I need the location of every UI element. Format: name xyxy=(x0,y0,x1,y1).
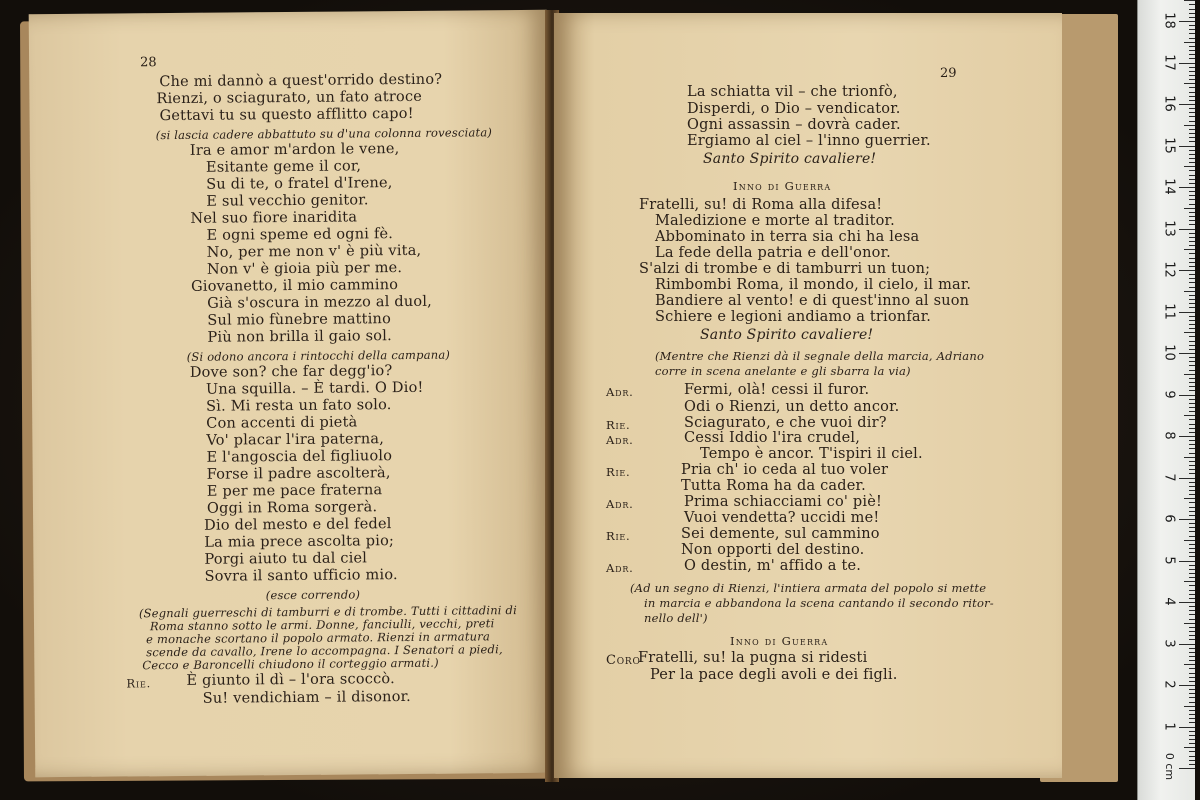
ruler-tick xyxy=(1189,469,1195,470)
ruler-tick xyxy=(1189,631,1195,632)
ruler-number: 2 xyxy=(1161,680,1177,689)
ruler-tick xyxy=(1189,751,1195,752)
ruler-tick xyxy=(1189,46,1195,47)
ruler-tick xyxy=(1189,67,1195,68)
ruler-tick xyxy=(1184,457,1195,458)
ruler-tick xyxy=(1189,17,1195,18)
ruler-tick xyxy=(1189,702,1195,703)
ruler-tick xyxy=(1189,370,1195,371)
right-page xyxy=(554,13,1062,778)
ruler-tick xyxy=(1189,195,1195,196)
ruler-tick xyxy=(1189,141,1195,142)
ruler-tick xyxy=(1189,253,1195,254)
ruler-tick xyxy=(1189,515,1195,516)
verse-line: Fratelli, su! la pugna si ridesti xyxy=(638,650,868,666)
ruler-tick xyxy=(1189,573,1195,574)
ruler-tick xyxy=(1189,494,1195,495)
ruler-tick xyxy=(1189,121,1195,122)
ruler-tick xyxy=(1189,536,1195,537)
ruler-tick xyxy=(1189,590,1195,591)
ruler-tick xyxy=(1189,365,1195,366)
ruler-tick xyxy=(1189,183,1195,184)
ruler-number: 4 xyxy=(1161,597,1177,606)
verse-line: Sul mio fùnebre mattino xyxy=(207,311,392,329)
ruler-tick xyxy=(1184,83,1195,84)
verse-line: E sul vecchio genitor. xyxy=(206,192,369,210)
ruler-tick xyxy=(1189,245,1195,246)
ruler-tick xyxy=(1189,224,1195,225)
verse-line: Abbominato in terra sia chi ha lesa xyxy=(655,229,920,245)
ruler-tick xyxy=(1189,25,1195,26)
ruler-tick xyxy=(1179,353,1195,354)
ruler-tick xyxy=(1189,527,1195,528)
ruler-number: 14 xyxy=(1161,178,1177,195)
verse-line: Una squilla. – È tardi. O Dio! xyxy=(205,379,424,398)
ruler-tick xyxy=(1179,104,1195,105)
ruler-tick xyxy=(1179,436,1195,437)
ruler-tick xyxy=(1189,324,1195,325)
ruler-tick xyxy=(1189,390,1195,391)
speaker-label: Rie. xyxy=(606,529,631,543)
ruler-tick xyxy=(1184,42,1195,43)
ruler-number: 5 xyxy=(1161,555,1177,565)
verse-line: Già s'oscura in mezzo al duol, xyxy=(207,293,433,312)
ruler-tick xyxy=(1189,544,1195,545)
ruler-tick xyxy=(1179,312,1195,313)
ruler-tick xyxy=(1189,87,1195,88)
ruler-tick xyxy=(1189,38,1195,39)
verse-line: Rimbombi Roma, il mondo, il cielo, il mar. xyxy=(655,277,972,293)
ruler-tick xyxy=(1189,54,1195,55)
ruler-number: 7 xyxy=(1161,472,1177,482)
ruler-tick xyxy=(1189,162,1195,163)
ruler-tick xyxy=(1189,204,1195,205)
ruler-tick xyxy=(1189,710,1195,711)
ruler-tick xyxy=(1189,735,1195,736)
verse-line: Pria ch' io ceda al tuo voler xyxy=(681,462,889,478)
ruler-tick xyxy=(1189,693,1195,694)
verse-line: Porgi aiuto tu dal ciel xyxy=(204,550,368,568)
verse-line: Per la pace degli avoli e dei figli. xyxy=(650,667,898,683)
ruler-tick xyxy=(1189,610,1195,611)
ruler-tick xyxy=(1189,411,1195,412)
verse-line: Con accenti di pietà xyxy=(206,414,358,432)
ruler-tick xyxy=(1184,125,1195,126)
ruler-tick xyxy=(1189,299,1195,300)
ruler-tick xyxy=(1189,274,1195,275)
verse-line: E ogni speme ed ogni fè. xyxy=(206,226,394,244)
ruler-tick xyxy=(1189,714,1195,715)
ruler-tick xyxy=(1179,187,1195,188)
ruler-tick xyxy=(1189,4,1195,5)
ruler-tick xyxy=(1189,689,1195,690)
stage-direction: (si lascia cadere abbattuto su d'una colonna rovesciata) xyxy=(155,125,493,143)
stage-direction: Cecco e Baroncelli chiudono il corteggio armati.) xyxy=(142,655,439,673)
ruler-tick xyxy=(1189,199,1195,200)
ruler-tick xyxy=(1189,424,1195,425)
ruler-tick xyxy=(1189,627,1195,628)
verse-line: Più non brilla il gaio sol. xyxy=(207,328,392,346)
ruler-tick xyxy=(1184,374,1195,375)
ruler-tick xyxy=(1189,594,1195,595)
ruler-tick xyxy=(1189,419,1195,420)
stage-direction: (Mentre che Rienzi dà il segnale della marcia, Adriano xyxy=(655,349,985,363)
ruler-tick xyxy=(1189,660,1195,661)
verse-line: Non v' è gioia più per me. xyxy=(206,260,403,278)
stage-direction: (Segnali guerreschi di tamburri e di trombe. Tutti i cittadini di xyxy=(138,603,518,621)
ruler-tick xyxy=(1184,747,1195,748)
ruler-tick xyxy=(1179,63,1195,64)
stage-direction: (Ad un segno di Rienzi, l'intiera armata del popolo si mette xyxy=(630,581,987,595)
verse-line: La mia prece ascolta pio; xyxy=(204,533,395,551)
ruler-tick xyxy=(1189,13,1195,14)
verse-line: E per me pace fraterna xyxy=(206,482,383,500)
ruler-tick xyxy=(1189,112,1195,113)
verse-line: Sciagurato, e che vuoi dir? xyxy=(684,415,887,431)
ruler-tick xyxy=(1189,639,1195,640)
stage-direction: Roma stanno sotto le armi. Donne, fanciulli, vecchi, preti xyxy=(149,616,495,634)
section-heading: Inno di Guerra xyxy=(730,634,829,648)
ruler-tick xyxy=(1184,415,1195,416)
ruler-tick xyxy=(1189,490,1195,491)
ruler-tick xyxy=(1189,677,1195,678)
ruler-tick xyxy=(1189,262,1195,263)
ruler-tick xyxy=(1189,428,1195,429)
ruler-tick xyxy=(1189,482,1195,483)
ruler-number: 3 xyxy=(1161,638,1177,648)
ruler-tick xyxy=(1189,349,1195,350)
ruler-tick xyxy=(1179,478,1195,479)
ruler-unit-label: 0 cm xyxy=(1163,752,1177,781)
ruler-tick xyxy=(1189,29,1195,30)
speaker-label: Adr. xyxy=(606,433,634,447)
ruler-tick xyxy=(1189,668,1195,669)
verse-line: Sì. Mi resta un fato solo. xyxy=(206,397,392,415)
ruler-tick xyxy=(1189,681,1195,682)
ruler-tick xyxy=(1189,461,1195,462)
page-number: 28 xyxy=(140,55,157,71)
ruler-tick xyxy=(1189,531,1195,532)
stage-direction: (esce correndo) xyxy=(265,587,361,603)
ruler-tick xyxy=(1189,673,1195,674)
verse-line: Vo' placar l'ira paterna, xyxy=(206,431,385,449)
speaker-label: Adr. xyxy=(606,497,634,511)
page-number: 29 xyxy=(940,66,957,81)
speaker-label: Coro xyxy=(606,653,641,668)
ruler-tick xyxy=(1189,502,1195,503)
ruler-tick xyxy=(1189,577,1195,578)
speaker-label: Adr. xyxy=(606,561,634,575)
verse-line: Vuoi vendetta? uccidi me! xyxy=(684,510,880,526)
ruler-tick xyxy=(1189,71,1195,72)
verse-line: Schiere e legioni andiamo a trionfar. xyxy=(655,309,932,325)
ruler-tick xyxy=(1189,382,1195,383)
ruler-tick xyxy=(1189,50,1195,51)
verse-line: La fede della patria e dell'onor. xyxy=(655,245,891,261)
ruler-tick xyxy=(1189,92,1195,93)
ruler-tick xyxy=(1189,569,1195,570)
ruler-number: 11 xyxy=(1161,302,1177,320)
ruler-tick xyxy=(1179,644,1195,645)
verse-line: Gettavi tu su questo afflitto capo! xyxy=(159,105,414,125)
verse-line: Ogni assassin – dovrà cader. xyxy=(687,117,901,133)
ruler-tick xyxy=(1189,241,1195,242)
refrain-line: Santo Spirito cavaliere! xyxy=(703,151,877,167)
ruler-tick xyxy=(1189,652,1195,653)
ruler-tick xyxy=(1189,170,1195,171)
ruler-tick xyxy=(1189,357,1195,358)
ruler-tick xyxy=(1184,208,1195,209)
ruler-tick xyxy=(1189,116,1195,117)
ruler-tick xyxy=(1189,473,1195,474)
ruler-number: 15 xyxy=(1161,136,1177,154)
ruler-number: 12 xyxy=(1161,261,1177,278)
verse-line: Su di te, o fratel d'Irene, xyxy=(206,175,393,193)
ruler-number: 6 xyxy=(1161,514,1177,523)
ruler-tick xyxy=(1189,179,1195,180)
verse-line: Giovanetto, il mio cammino xyxy=(190,277,399,295)
ruler-tick xyxy=(1179,768,1195,769)
verse-line: Su! vendichiam – il disonor. xyxy=(202,688,412,707)
ruler-tick xyxy=(1189,96,1195,97)
ruler-tick xyxy=(1189,731,1195,732)
ruler-tick xyxy=(1189,697,1195,698)
ruler-tick xyxy=(1189,511,1195,512)
ruler-tick xyxy=(1189,507,1195,508)
ruler-tick xyxy=(1179,21,1195,22)
verse-line: Prima schiacciami co' piè! xyxy=(684,494,883,510)
ruler-number: 13 xyxy=(1161,219,1177,237)
ruler-tick xyxy=(1179,395,1195,396)
ruler-tick xyxy=(1189,58,1195,59)
left-page xyxy=(29,10,554,777)
ruler-tick xyxy=(1189,295,1195,296)
verse-line: Oggi in Roma sorgerà. xyxy=(206,499,378,517)
verse-line: Sovra il santo ufficio mio. xyxy=(204,567,398,585)
ruler-tick xyxy=(1189,386,1195,387)
verse-line: Nel suo fiore inaridita xyxy=(190,209,358,227)
verse-line: O destin, m' affido a te. xyxy=(684,558,862,574)
ruler-tick xyxy=(1189,743,1195,744)
ruler-tick xyxy=(1184,581,1195,582)
ruler-tick xyxy=(1179,229,1195,230)
verse-line: Disperdi, o Dio – vendicator. xyxy=(687,101,901,117)
ruler-tick xyxy=(1189,760,1195,761)
ruler-number: 10 xyxy=(1161,344,1177,361)
ruler-tick xyxy=(1184,0,1195,1)
stage-direction: e monache scortano il popolo armato. Rienzi in armatura xyxy=(146,629,491,647)
ruler-tick xyxy=(1189,129,1195,130)
ruler-tick xyxy=(1189,756,1195,757)
measuring-ruler xyxy=(1137,0,1195,800)
ruler-tick xyxy=(1189,432,1195,433)
ruler-tick xyxy=(1189,552,1195,553)
speaker-label: Adr. xyxy=(606,385,634,399)
ruler-tick xyxy=(1189,764,1195,765)
ruler-tick xyxy=(1184,332,1195,333)
stage-direction: corre in scena anelante e gli sbarra la via) xyxy=(655,364,911,378)
ruler-tick xyxy=(1184,540,1195,541)
ruler-tick xyxy=(1189,614,1195,615)
ruler-tick xyxy=(1189,407,1195,408)
stage-direction: scende da cavallo, Irene lo accompagna. I Senatori a piedi, xyxy=(146,642,503,660)
ruler-tick xyxy=(1189,258,1195,259)
verse-line: Bandiere al vento! e di quest'inno al suon xyxy=(655,293,970,309)
ruler-tick xyxy=(1189,361,1195,362)
verse-line: Ergiamo al ciel – l'inno guerrier. xyxy=(687,133,931,149)
ruler-tick xyxy=(1179,602,1195,603)
ruler-tick xyxy=(1184,706,1195,707)
ruler-tick xyxy=(1189,212,1195,213)
ruler-tick xyxy=(1189,722,1195,723)
ruler-tick xyxy=(1189,320,1195,321)
ruler-tick xyxy=(1189,739,1195,740)
ruler-number: 8 xyxy=(1161,431,1177,440)
ruler-tick xyxy=(1189,316,1195,317)
ruler-tick xyxy=(1189,137,1195,138)
verse-line: Non opporti del destino. xyxy=(681,542,865,558)
ruler-tick xyxy=(1189,718,1195,719)
verse-line: Cessi Iddio l'ira crudel, xyxy=(684,430,861,446)
verse-line: Fermi, olà! cessi il furor. xyxy=(684,382,870,398)
ruler-tick xyxy=(1189,585,1195,586)
stage-direction: nello dell') xyxy=(644,611,708,625)
ruler-tick xyxy=(1179,561,1195,562)
ruler-tick xyxy=(1189,648,1195,649)
verse-line: S'alzi di trombe e di tamburri un tuon; xyxy=(639,261,931,277)
ruler-tick xyxy=(1184,623,1195,624)
ruler-tick xyxy=(1184,249,1195,250)
stage-direction: in marcia e abbandona la scena cantando il secondo ritor- xyxy=(644,596,994,610)
ruler-tick xyxy=(1189,307,1195,308)
ruler-number: 18 xyxy=(1161,12,1177,29)
verse-line: Odi o Rienzi, un detto ancor. xyxy=(684,399,900,415)
verse-line: Dio del mesto e del fedel xyxy=(204,516,392,534)
ruler-tick xyxy=(1189,399,1195,400)
ruler-tick xyxy=(1189,175,1195,176)
ruler-tick xyxy=(1189,278,1195,279)
verse-line: E l'angoscia del figliuolo xyxy=(206,448,393,466)
verse-line: Forse il padre ascolterà, xyxy=(206,465,391,483)
ruler-tick xyxy=(1189,150,1195,151)
ruler-tick xyxy=(1189,378,1195,379)
ruler-tick xyxy=(1179,685,1195,686)
verse-line: Esitante geme il cor, xyxy=(205,158,362,176)
ruler-number: 1 xyxy=(1161,721,1177,731)
ruler-tick xyxy=(1189,133,1195,134)
ruler-tick xyxy=(1189,100,1195,101)
ruler-tick xyxy=(1189,565,1195,566)
ruler-tick xyxy=(1189,282,1195,283)
ruler-tick xyxy=(1189,33,1195,34)
ruler-tick xyxy=(1189,345,1195,346)
ruler-tick xyxy=(1184,498,1195,499)
ruler-tick xyxy=(1189,606,1195,607)
ruler-tick xyxy=(1189,403,1195,404)
ruler-tick xyxy=(1189,619,1195,620)
refrain-line: Santo Spirito cavaliere! xyxy=(700,327,874,343)
ruler-tick xyxy=(1179,727,1195,728)
ruler-tick xyxy=(1179,146,1195,147)
ruler-tick xyxy=(1189,79,1195,80)
verse-line: Dove son? che far degg'io? xyxy=(189,363,393,381)
verse-line: Fratelli, su! di Roma alla difesa! xyxy=(639,197,883,213)
ruler-tick xyxy=(1189,453,1195,454)
ruler-number: 17 xyxy=(1161,53,1177,71)
ruler-tick xyxy=(1189,341,1195,342)
ruler-tick xyxy=(1184,664,1195,665)
ruler-tick xyxy=(1189,233,1195,234)
ruler-tick xyxy=(1189,216,1195,217)
ruler-tick xyxy=(1189,635,1195,636)
speaker-label: Rie. xyxy=(606,465,631,479)
ruler-tick xyxy=(1189,191,1195,192)
ruler-tick xyxy=(1189,548,1195,549)
ruler-tick xyxy=(1184,291,1195,292)
section-heading: Inno di Guerra xyxy=(733,179,832,193)
ruler-tick xyxy=(1189,598,1195,599)
ruler-tick xyxy=(1189,154,1195,155)
verse-line: Ira e amor m'ardon le vene, xyxy=(189,141,400,159)
verse-line: No, per me non v' è più vita, xyxy=(206,242,422,261)
ruler-number: 16 xyxy=(1161,95,1177,112)
ruler-tick xyxy=(1189,266,1195,267)
speaker-label: Rie. xyxy=(606,418,631,432)
ruler-tick xyxy=(1189,336,1195,337)
ruler-tick xyxy=(1189,9,1195,10)
ruler-tick xyxy=(1189,75,1195,76)
verse-line: La schiatta vil – che trionfò, xyxy=(687,84,898,100)
verse-line: Che mi dannò a quest'orrido destino? xyxy=(159,71,443,91)
verse-line: Tutta Roma ha da cader. xyxy=(681,478,866,494)
ruler-tick xyxy=(1189,328,1195,329)
verse-line: Maledizione e morte al traditor. xyxy=(655,213,895,229)
ruler-tick xyxy=(1189,287,1195,288)
ruler-tick xyxy=(1189,656,1195,657)
ruler-tick xyxy=(1179,270,1195,271)
ruler-tick xyxy=(1189,523,1195,524)
ruler-tick xyxy=(1189,220,1195,221)
ruler-tick xyxy=(1189,448,1195,449)
ruler-tick xyxy=(1189,486,1195,487)
ruler-tick xyxy=(1189,556,1195,557)
ruler-tick xyxy=(1189,444,1195,445)
ruler-tick xyxy=(1189,440,1195,441)
ruler-tick xyxy=(1189,303,1195,304)
ruler-number: 9 xyxy=(1161,389,1177,399)
verse-line: Tempo è ancor. T'ispiri il ciel. xyxy=(700,446,923,462)
ruler-tick xyxy=(1189,237,1195,238)
ruler-tick xyxy=(1189,108,1195,109)
ruler-tick xyxy=(1179,519,1195,520)
ruler-tick xyxy=(1189,465,1195,466)
verse-line: Rienzi, o sciagurato, un fato atroce xyxy=(156,88,423,108)
ruler-tick xyxy=(1184,166,1195,167)
speaker-label: Rie. xyxy=(126,676,152,691)
ruler-tick xyxy=(1189,158,1195,159)
verse-line: Sei demente, sul cammino xyxy=(681,526,880,542)
verse-line: È giunto il dì – l'ora scoccò. xyxy=(186,671,395,689)
stage-direction: (Si odono ancora i rintocchi della campana) xyxy=(186,347,451,364)
